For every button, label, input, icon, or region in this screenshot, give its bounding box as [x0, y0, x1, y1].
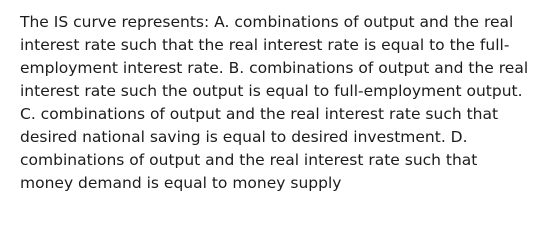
question-line: C. combinations of output and the real interest rate such that [20, 105, 499, 123]
question-line: combinations of output and the real interest rate such that [20, 151, 478, 169]
question-line: The IS curve represents: A. combinations of output and the real [20, 13, 514, 31]
question-line: money demand is equal to money supply [20, 174, 342, 192]
question-text [20, 11, 548, 195]
question-line: desired national saving is equal to desired investment. D. [20, 128, 468, 146]
question-line: employment interest rate. B. combinations of output and the real [20, 59, 529, 77]
question-line: interest rate such the output is equal to full-employment output. [20, 82, 523, 100]
question-line: interest rate such that the real interest rate is equal to the full- [20, 36, 510, 54]
